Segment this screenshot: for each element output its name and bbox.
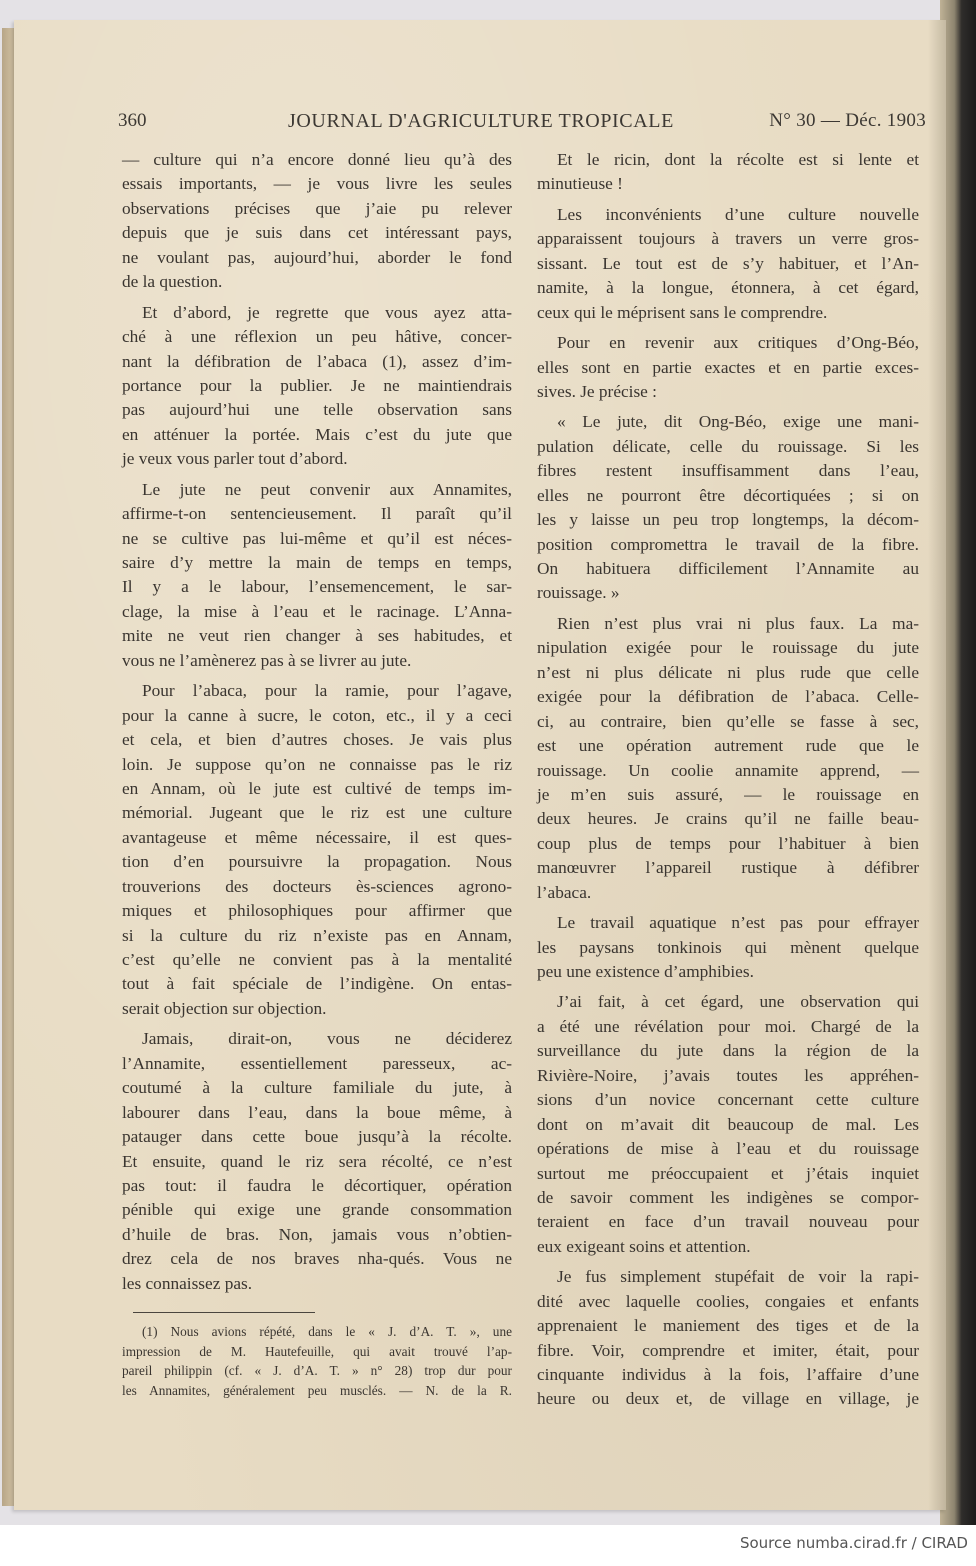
- text-line: J’ai fait, à cet égard, une observation qui: [557, 992, 919, 1012]
- text-line: « Le jute, dit Ong-Béo, exige une mani-: [557, 412, 919, 432]
- text-line: l’Annamite, essentiellement paresseux, ac-: [122, 1053, 512, 1073]
- text-line: — culture qui n’a encore donné lieu qu’à des: [122, 150, 512, 169]
- text-line: Le jute ne peut convenir aux Annamites,: [142, 479, 512, 499]
- text-line: mémorial. Jugeant que le riz est une culture: [122, 803, 512, 823]
- text-line: Rivière-Noire, j’avais toutes les appréhen-: [537, 1065, 919, 1085]
- text-line: et cela, et bien d’autres choses. Je vais plus: [122, 730, 512, 750]
- text-line: impression de M. Hautefeuille, qui avait trouvé l’ap-: [122, 1343, 512, 1359]
- text-line: loin. Je suppose qu’on ne connaisse pas le riz: [122, 754, 512, 774]
- text-line: teraient en face d’un travail nouveau pour: [537, 1212, 919, 1232]
- text-line: observations précises que j’aie pu relever: [122, 198, 512, 218]
- text-line: surveillance du jute dans la région de la: [537, 1041, 919, 1061]
- running-header: [110, 110, 926, 138]
- text-line: en atténuer la portée. Mais c’est du jute que: [122, 424, 512, 444]
- text-line: depuis que je suis dans cet intéressant pays,: [122, 223, 512, 243]
- text-line: serait objection sur objection.: [122, 998, 327, 1018]
- text-line: namite, à la longue, étonnera, à cet égard,: [537, 278, 919, 298]
- text-line: ne se cultive pas lui-même et qu’il est néces-: [122, 528, 512, 548]
- text-line: nipulation exigée pour le rouissage du jute: [537, 638, 919, 658]
- text-line: apprenaient le maniement des tiges et de la: [537, 1316, 919, 1336]
- text-line: je veux vous parler tout d’abord.: [122, 449, 348, 469]
- text-line: cinquante individus à la fois, l’affaire d’une: [537, 1365, 919, 1384]
- text-line: rouissage. »: [537, 583, 620, 603]
- text-line: ceux qui le méprisent sans le comprendre.: [537, 302, 828, 322]
- text-line: peu une existence d’amphibies.: [537, 962, 754, 981]
- text-line: position compromettra le travail de la fibre.: [537, 534, 919, 554]
- right-text-column: [537, 148, 919, 1412]
- text-line: n’est ni plus délicate ni plus rude que celle: [537, 662, 919, 682]
- text-line: ci, au contraire, bien qu’elle se fasse à sec,: [537, 711, 919, 731]
- text-line: Et le ricin, dont la récolte est si lente et: [557, 150, 919, 169]
- text-line: ché à une réflexion un peu hâtive, concer-: [122, 327, 512, 347]
- page-gutter-shadow: [928, 20, 946, 1510]
- text-line: pareil philippin (cf. « J. d’A. T. » n° 28) trop dur pour: [122, 1363, 512, 1378]
- text-line: Les inconvénients d’une culture nouvelle: [557, 204, 919, 224]
- text-line: Je fus simplement stupéfait de voir la rapi-: [557, 1267, 919, 1287]
- text-line: pulation délicate, celle du rouissage. Si les: [537, 436, 919, 456]
- text-line: pas aujourd’hui une telle observation sans: [122, 400, 512, 420]
- text-line: clage, la mise à l’eau et le racinage. L’Anna-: [122, 601, 512, 621]
- text-line: apparaissent toujours à travers un verre gros-: [537, 229, 919, 249]
- text-line: miques et philosophiques pour affirmer que: [122, 901, 512, 921]
- text-line: surtout me préoccupaient et j’étais inquiet: [537, 1163, 919, 1183]
- text-line: opérations de mise à l’eau et du rouissage: [537, 1139, 919, 1159]
- text-line: drez cela de nos braves nha-qués. Vous ne: [122, 1249, 512, 1269]
- text-line: Et ensuite, quand le riz sera récolté, ce n’est: [122, 1151, 512, 1171]
- text-line: rouissage. Un coolie annamite apprend, —: [537, 760, 919, 780]
- text-line: en Annam, où le jute est cultivé de temps im-: [122, 778, 512, 798]
- text-line: de la question.: [122, 272, 223, 292]
- text-line: (1) Nous avions répété, dans le « J. d’A. T. », une: [142, 1324, 512, 1339]
- text-line: vous ne l’amènerez pas à se livrer au jute.: [122, 650, 412, 670]
- text-line: affirme-t-on sentencieusement. Il paraît qu’il: [122, 504, 512, 524]
- text-line: mite ne veut rien changer à ses habitudes, et: [122, 626, 512, 646]
- text-line: les Annamites, généralement peu musclés. — N. de la R.: [122, 1382, 512, 1398]
- text-line: Rien n’est plus vrai ni plus faux. La ma-: [557, 613, 919, 633]
- text-line: coup plus de temps pour l’habituer à bien: [537, 833, 919, 853]
- text-line: tion d’en poursuivre la propagation. Nous: [122, 852, 512, 872]
- text-line: essais importants, — je vous livre les seules: [122, 174, 512, 194]
- text-line: de savoir comment les indigènes se compor-: [537, 1187, 919, 1207]
- text-line: trouverions des docteurs ès-sciences agrono-: [122, 876, 512, 896]
- text-line: saire d’y mettre la main de temps en temps,: [122, 553, 512, 572]
- text-line: je m’en suis assuré, — le rouissage en: [537, 784, 919, 804]
- text-line: ne voulant pas, aujourd’hui, aborder le fond: [122, 247, 512, 267]
- text-line: nant la défibration de l’abaca (1), assez d’im-: [122, 351, 512, 371]
- text-line: sissant. Le tout est de s’y habituer, et l’An-: [537, 253, 919, 273]
- text-line: patauger dans cette boue jusqu’à la récolte.: [122, 1127, 512, 1147]
- text-line: tout à fait spéciale de l’indigène. On entas-: [122, 974, 512, 994]
- source-credit: Source numba.cirad.fr / CIRAD: [739, 1534, 968, 1552]
- text-line: Et d’abord, je regrette que vous ayez atta-: [142, 302, 512, 322]
- text-line: dité avec laquelle coolies, congaies et enfants: [537, 1291, 919, 1311]
- text-line: si la culture du riz n’existe pas en Annam,: [122, 925, 512, 945]
- footnote-divider: [133, 1312, 315, 1313]
- text-line: Le travail aquatique n’est pas pour effrayer: [557, 913, 919, 933]
- text-line: pas tout: il faudra le décortiquer, opération: [122, 1175, 512, 1195]
- text-line: pénible qui exige une grande consommation: [122, 1200, 512, 1220]
- text-line: eux exigeant soins et attention.: [537, 1236, 751, 1256]
- text-line: les connaissez pas.: [122, 1273, 253, 1293]
- left-text-column: [122, 148, 512, 1296]
- text-line: Jamais, dirait-on, vous ne déciderez: [142, 1029, 512, 1049]
- text-line: On habituera difficilement l’Annamite au: [537, 559, 919, 578]
- text-line: portance pour la publier. Je ne maintiendrais: [122, 375, 512, 395]
- text-line: labourer dans l’eau, dans la boue même, à: [122, 1102, 512, 1122]
- text-line: Il y a le labour, l’ensemencement, le sar-: [122, 577, 512, 597]
- text-line: les y laisse un peu trop longtemps, la décom-: [537, 510, 919, 530]
- text-line: Pour en revenir aux critiques d’Ong-Béo,: [557, 333, 919, 353]
- text-line: manœuvrer l’appareil rustique à défibrer: [537, 858, 919, 878]
- text-line: elles ne pourront être décortiquées ; si on: [537, 485, 919, 505]
- text-line: coutumé à la culture familiale du jute, à: [122, 1078, 512, 1098]
- text-line: sives. Je précise :: [537, 381, 657, 401]
- text-line: pour la canne à sucre, le coton, etc., il y a ceci: [122, 705, 512, 725]
- text-line: l’abaca.: [537, 882, 592, 902]
- text-line: dont on m’avait dit beaucoup de mal. Les: [537, 1114, 919, 1134]
- issue-date: N° 30 — Déc. 1903: [769, 110, 926, 131]
- text-line: est une opération autrement rude que le: [537, 736, 919, 756]
- journal-title: JOURNAL D'AGRICULTURE TROPICALE: [288, 110, 674, 132]
- text-line: sions d’un novice concernant cette culture: [537, 1090, 919, 1110]
- text-line: heure ou deux et, de village en village, je: [537, 1389, 919, 1409]
- footnote: [122, 1322, 512, 1400]
- text-line: fibre. Voir, comprendre et imiter, était, pour: [537, 1340, 919, 1360]
- text-line: elles sont en partie exactes et en partie exces-: [537, 357, 919, 377]
- page-number: 360: [118, 110, 147, 131]
- text-line: deux heures. Je crains qu’il ne faille beau-: [537, 809, 919, 829]
- text-line: exigée pour la défibration de l’abaca. Celle-: [537, 687, 919, 707]
- text-line: d’huile de bras. Non, jamais vous n’obtien-: [122, 1224, 512, 1244]
- text-line: minutieuse !: [537, 174, 623, 194]
- text-line: Pour l’abaca, pour la ramie, pour l’agave,: [142, 681, 512, 701]
- text-line: avantageuse et même nécessaire, il est ques-: [122, 827, 512, 847]
- text-line: les paysans tonkinois qui mènent quelque: [537, 937, 919, 957]
- text-line: c’est qu’elle ne convient pas à la mentalité: [122, 950, 512, 969]
- text-line: fibres restent insuffisamment dans l’eau,: [537, 461, 919, 481]
- text-line: a été une révélation pour moi. Chargé de la: [537, 1016, 919, 1036]
